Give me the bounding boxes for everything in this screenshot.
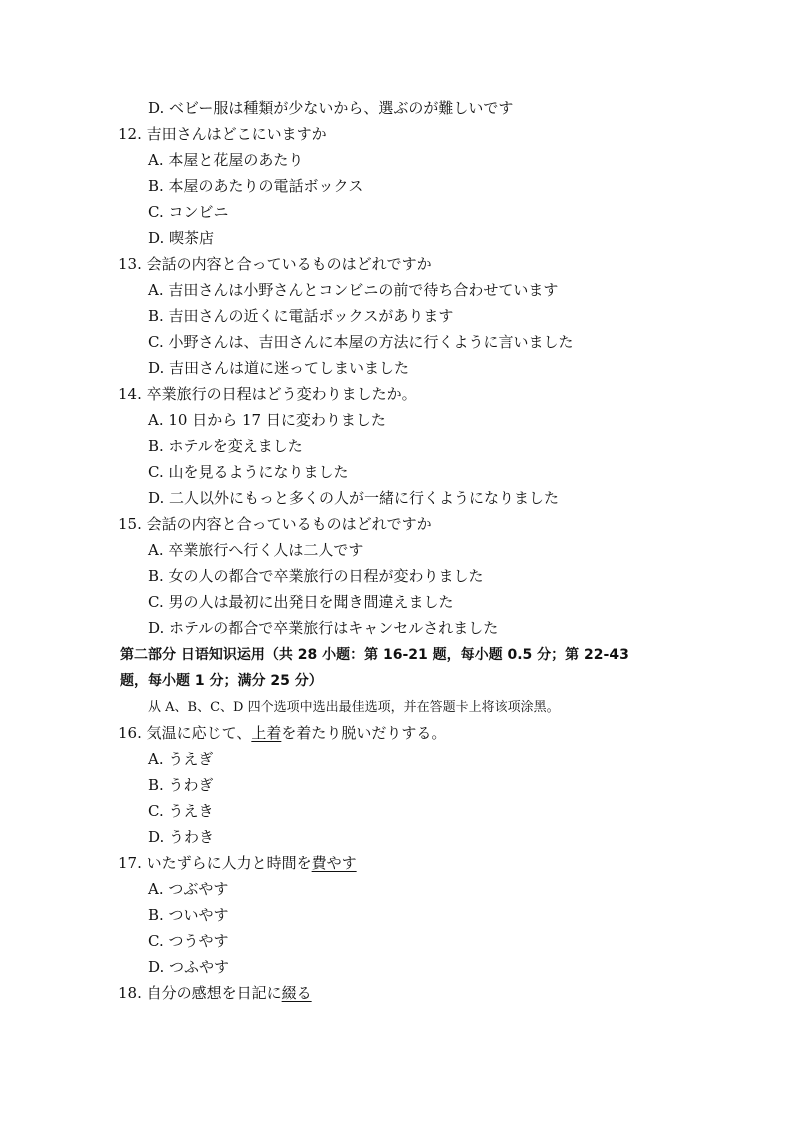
q12-option-a: A. 本屋と花屋のあたり [148, 151, 304, 169]
q13-option-b: B. 吉田さんの近くに電話ボックスがあります [148, 307, 454, 325]
question-13: 13. 会話の内容と合っているものはどれですか [118, 255, 432, 273]
q17-option-c: C. つうやす [148, 932, 229, 950]
q15-option-c: C. 男の人は最初に出発日を聞き間違えました [148, 593, 454, 611]
q12-option-c: C. コンビニ [148, 203, 229, 221]
q15-option-b: B. 女の人の都合で卒業旅行の日程が変わりました [148, 567, 484, 585]
q16-underlined-word: 上着 [251, 724, 282, 742]
q14-option-d: D. 二人以外にもっと多くの人が一緒に行くようになりました [148, 489, 560, 507]
q13-option-a: A. 吉田さんは小野さんとコンビニの前で待ち合わせています [148, 281, 559, 299]
q14-option-a: A. 10 日から 17 日に変わりました [148, 411, 386, 429]
q14-option-b: B. ホテルを変えました [148, 437, 303, 455]
q18-underlined-word: 綴る [281, 984, 312, 1002]
section-instruction: 从 A、B、C、D 四个选项中选出最佳选项，并在答题卡上将该项涂黑。 [148, 700, 560, 715]
question-15: 15. 会話の内容と合っているものはどれですか [118, 515, 432, 533]
q15-option-a: A. 卒業旅行へ行く人は二人です [148, 541, 364, 559]
q11-option-d: D. ベビー服は種類が少ないから、選ぶのが難しいです [148, 99, 514, 117]
q12-option-b: B. 本屋のあたりの電話ボックス [148, 177, 364, 195]
q16-option-d: D. うわき [148, 828, 215, 846]
q14-option-c: C. 山を見るようになりました [148, 463, 349, 481]
question-12: 12. 吉田さんはどこにいますか [118, 125, 327, 143]
q16-option-b: B. うわぎ [148, 776, 214, 794]
q13-option-d: D. 吉田さんは道に迷ってしまいました [148, 359, 410, 377]
q17-text-before: 17. いたずらに人力と時間を [118, 854, 312, 872]
q17-option-a: A. つぶやす [148, 880, 229, 898]
question-14: 14. 卒業旅行の日程はどう変わりましたか。 [118, 385, 417, 403]
q17-option-d: D. つふやす [148, 958, 230, 976]
q13-option-c: C. 小野さんは、吉田さんに本屋の方法に行くように言いました [148, 333, 574, 351]
q17-underlined-word: 費やす [311, 854, 357, 872]
q18-text-before: 18. 自分の感想を日記に [118, 984, 282, 1002]
question-18 [118, 983, 312, 1003]
q12-option-d: D. 喫茶店 [148, 229, 215, 247]
question-16 [118, 723, 446, 743]
q16-text-after: を着たり脱いだりする。 [281, 724, 447, 742]
q17-option-b: B. ついやす [148, 906, 229, 924]
q16-option-a: A. うえぎ [148, 750, 214, 768]
section-heading-line-2: 题，每小题 1 分；满分 25 分） [120, 673, 323, 689]
q15-option-d: D. ホテルの都合で卒業旅行はキャンセルされました [148, 619, 499, 637]
q16-option-c: C. うえき [148, 802, 214, 820]
q16-text-before: 16. 気温に応じて、 [118, 724, 252, 742]
question-17 [118, 853, 357, 873]
section-heading-line-1: 第二部分 日语知识运用（共 28 小题：第 16-21 题，每小题 0.5 分；第 22-43 [120, 647, 629, 663]
